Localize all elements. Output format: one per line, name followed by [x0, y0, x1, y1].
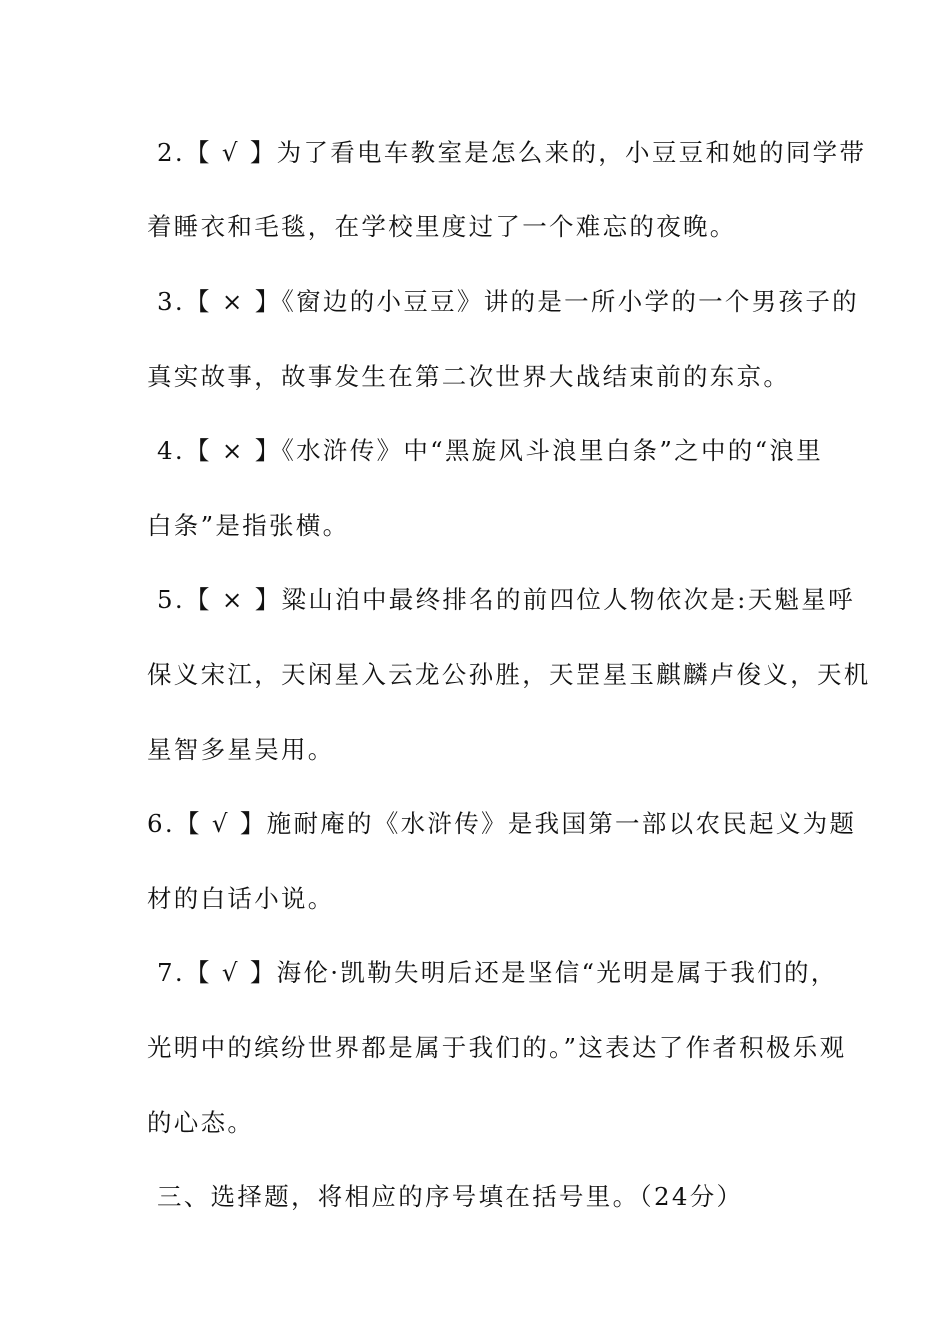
item-3-line-1: 3.【 × 】《窗边的小豆豆》讲的是一所小学的一个男孩子的	[157, 287, 859, 316]
item-4-line-1: 4.【 × 】《水浒传》中“黑旋风斗浪里白条”之中的“浪里	[157, 436, 824, 465]
item-3-line-2: 真实故事，故事发生在第二次世界大战结束前的东京。	[147, 362, 791, 391]
item-2-line-2: 着睡衣和毛毯，在学校里度过了一个难忘的夜晚。	[147, 212, 737, 241]
section-three-heading: 三、选择题，将相应的序号填在括号里。（24分）	[157, 1182, 744, 1211]
item-6-line-1: 6.【 √ 】施耐庵的《水浒传》是我国第一部以农民起义为题	[147, 809, 857, 838]
item-7-line-1: 7.【 √ 】海伦·凯勒失明后还是坚信“光明是属于我们的，	[157, 958, 838, 987]
item-5-line-2: 保义宋江，天闲星入云龙公孙胜，天罡星玉麒麟卢俊义，天机	[147, 660, 871, 689]
item-7-line-2: 光明中的缤纷世界都是属于我们的。”这表达了作者积极乐观	[147, 1033, 847, 1062]
item-5-line-1: 5.【 × 】粱山泊中最终排名的前四位人物依次是:天魁星呼	[157, 585, 855, 614]
item-7-line-3: 的心态。	[147, 1108, 255, 1137]
item-6-line-2: 材的白话小说。	[147, 884, 335, 913]
item-4-line-2: 白条”是指张横。	[147, 511, 350, 540]
item-5-line-3: 星智多星吴用。	[147, 735, 335, 764]
item-2-line-1: 2.【 √ 】为了看电车教室是怎么来的，小豆豆和她的同学带	[157, 138, 867, 167]
